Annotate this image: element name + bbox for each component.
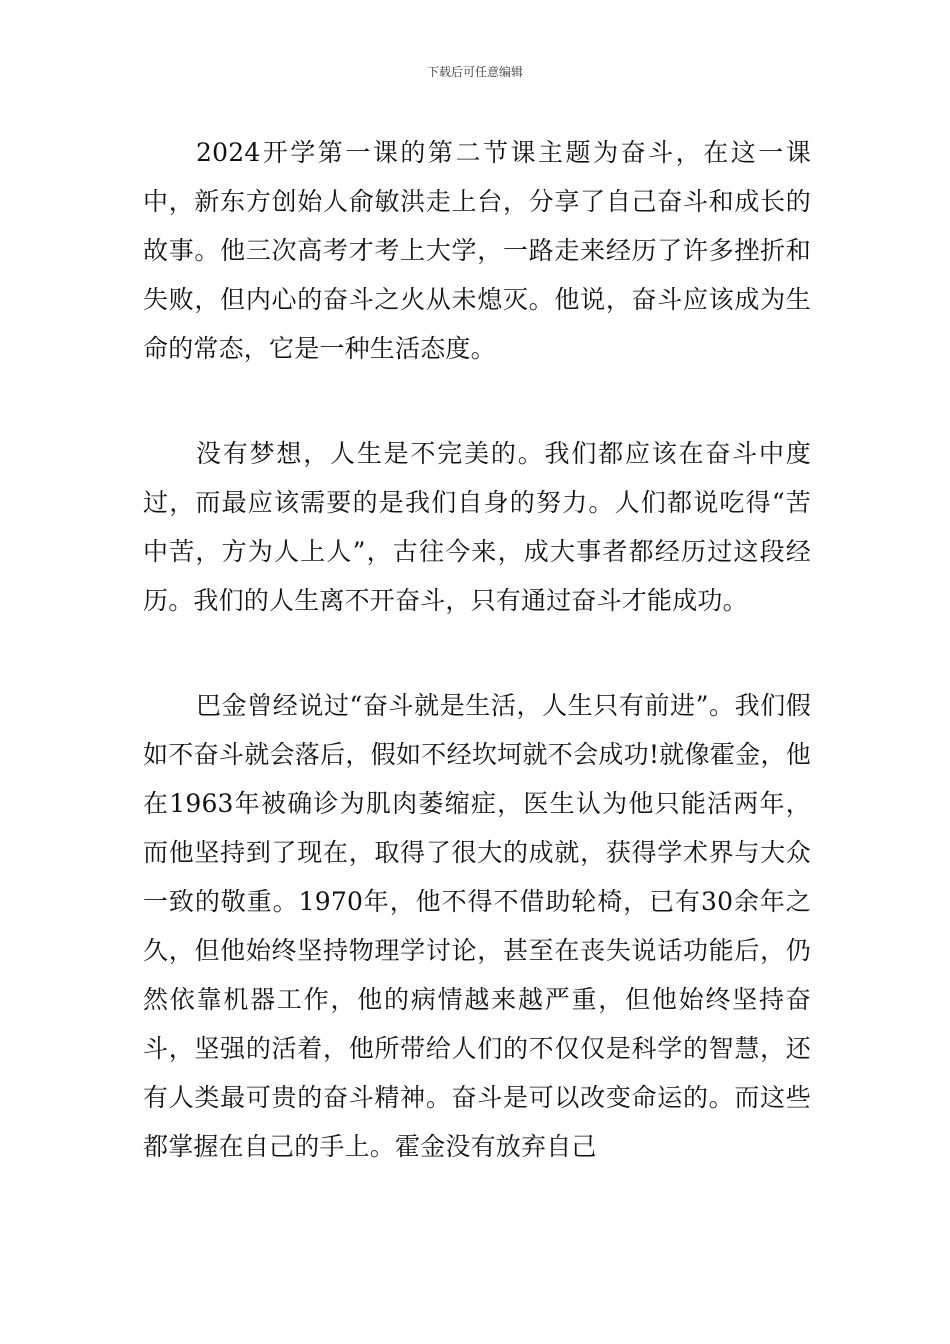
paragraph-2: 没有梦想，人生是不完美的。我们都应该在奋斗中度过，而最应该需要的是我们自身的努力。人们都说吃得“苦中苦，方为人上人”，古往今来，成大事者都经历过这段经历。我们的人生离不开奋斗，只有通过奋斗才能成功。 [143,439,811,615]
paragraph-1: 2024开学第一课的第二节课主题为奋斗，在这一课中，新东方创始人俞敏洪走上台，分享了自己奋斗和成长的故事。他三次高考才考上大学，一路走来经历了许多挫折和失败，但内心的奋斗之火从未熄灭。他说，奋斗应该成为生命的常态，它是一种生活态度。 [143,138,811,363]
document-body [143,128,811,1171]
paragraph-3: 巴金曾经说过“奋斗就是生活，人生只有前进”。我们假如不奋斗就会落后，假如不经坎坷就不会成功!就像霍金，他在1963年被确诊为肌肉萎缩症，医生认为他只能活两年，而他坚持到了现在，取得了很大的成就，获得学术界与大众一致的敬重。1970年，他不得不借助轮椅，已有30余年之久，但他始终坚持物理学讨论，甚至在丧失说话功能后，仍然依靠机器工作，他的病情越来越严重，但他始终坚持奋斗，坚强的活着，他所带给人们的不仅仅是科学的智慧，还有人类最可贵的奋斗精神。奋斗是可以改变命运的。而这些都掌握在自己的手上。霍金没有放弃自己 [143,691,811,1161]
header-note: 下载后可任意编辑 [426,65,523,79]
